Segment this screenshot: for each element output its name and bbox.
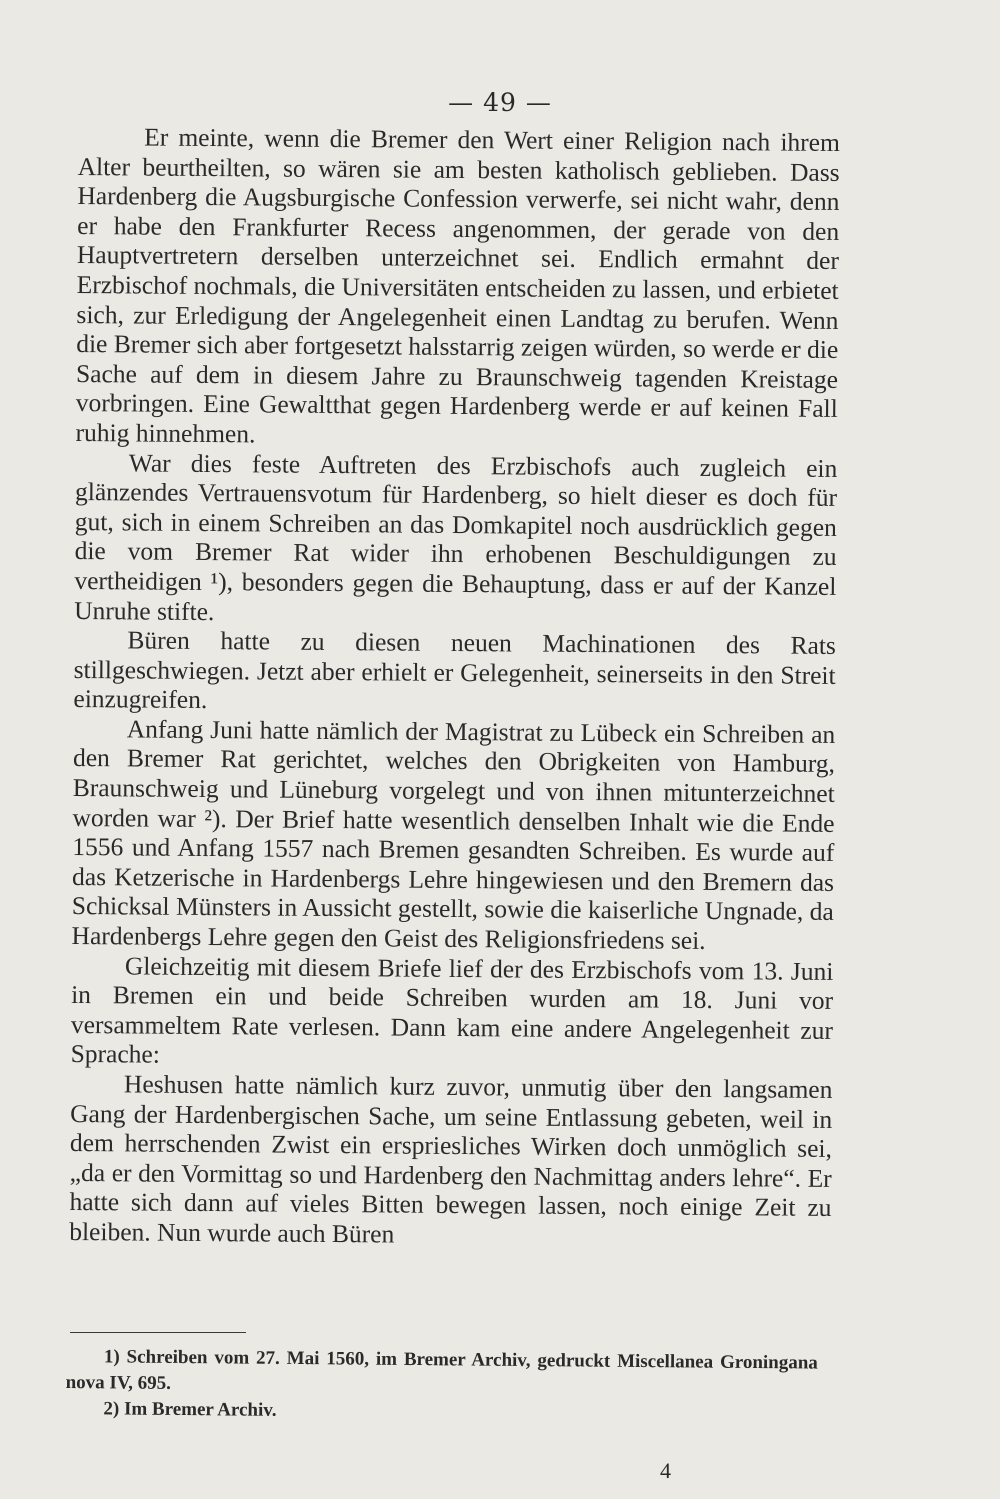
paragraph-6: Heshusen hatte nämlich kurz zuvor, unmutig über den langsamen Gang der Hardenbergischen Sache, um seine Entlassung gebeten, weil in dem herrschenden Zwist ein erspriesliches Wirken doch unmöglich sei, „da er den Vormittag so und Hardenberg den Nachmittag anders lehre“. Er hatte sich dann auf vieles Bitten bewegen lassen, noch einige Zeit zu bleiben. Nun wurde auch Büren <box>69 1069 833 1249</box>
footnote-1: 1) Schreiben vom 27. Mai 1560, im Bremer Archiv, gedruckt Miscellanea Groningana nova IV, 695. <box>65 1346 818 1394</box>
footnote-divider <box>70 1332 246 1333</box>
paragraph-5: Gleichzeitig mit diesem Briefe lief der des Erzbischofs vom 13. Juni in Bremen ein und beide Schreiben wurden am 18. Juni vor versammeltem Rate verlesen. Dann kam eine andere Angelegenheit zur Sprache: <box>70 951 834 1070</box>
paragraph-2: War dies feste Auftreten des Erzbischofs auch zugleich ein glänzendes Vertrauensvotum für Hardenberg, so hielt dieser es doch für gut, sich in einem Schreiben an das Domkapitel noch ausdrücklich gegen die vom Bremer Rat wider ihn erhobenen Beschuldigungen zu vertheidigen ¹), besonders gegen die Behauptung, dass er auf der Kanzel Unruhe stifte. <box>74 447 838 626</box>
body-text <box>69 122 840 1253</box>
paragraph-4: Anfang Juni hatte nämlich der Magistrat zu Lübeck ein Schreiben an den Bremer Rat gerichtet, welches den Obrigkeiten von Hamburg, Braunschweig und Lüneburg vorgelegt und von ihnen mitunterzeichnet worden war ²). Der Brief hatte wesentlich denselben Inhalt wie die Ende 1556 und Anfang 1557 nach Bremen gesandten Schreiben. Es wurde auf das Ketzerische in Hardenbergs Lehre hingewiesen und den Bremern das Schicksal Münsters in Aussicht gestellt, sowie die kaiserliche Ungnade, da Hardenbergs Lehre gegen den Geist des Religionsfriedens sei. <box>71 714 836 955</box>
paragraph-1: Er meinte, wenn die Bremer den Wert einer Religion nach ihrem Alter beurtheilten, so wären sie am besten katholisch geblieben. Dass Hardenberg die Augsburgische Confession verwerfe, sei nicht wahr, denn er habe den Frankfurter Recess angenommen, der gerade von den Hauptvertretern derselben unterzeichnet sei. Endlich ermahnt der Erzbischof nochmals, die Universitäten entscheiden zu lassen, und erbietet sich, zur Erledigung der Angelegenheit einen Landtag zu berufen. Wenn die Bremer sich aber fortgesetzt halsstarrig zeigen würden, so werde er die Sache auf dem in diesem Jahre zu Braunschweig tagenden Kreistage vorbringen. Eine Gewaltthat gegen Hardenberg werde er auf keinen Fall ruhig hinnehmen. <box>75 122 840 449</box>
footnote-2: 2) Im Bremer Archiv. <box>103 1398 277 1421</box>
signature-mark: 4 <box>660 1458 671 1483</box>
page-number: — 49 — <box>448 88 552 117</box>
footnotes <box>65 1344 818 1429</box>
paragraph-3: Büren hatte zu diesen neuen Machinationen des Rats stillgeschwiegen. Jetzt aber erhielt er Gelegenheit, seinerseits in den Streit einzugreifen. <box>73 625 837 715</box>
